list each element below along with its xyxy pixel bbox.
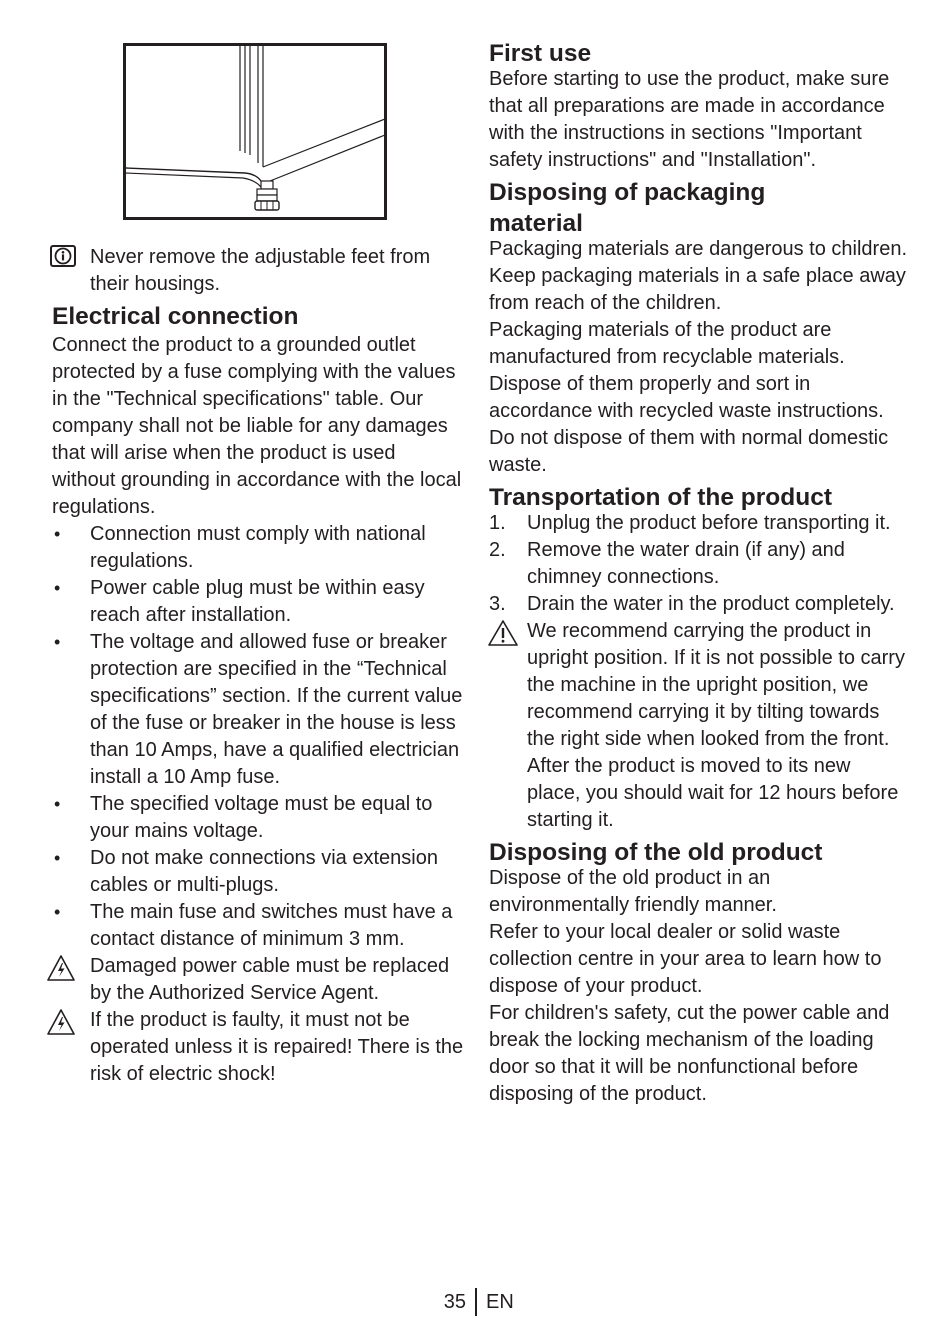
transport-step: 3. Drain the water in the product completely. bbox=[489, 593, 895, 615]
electrical-connection-intro: Connect the product to a grounded outlet protected by a fuse complying with the values in the "Technical specifications" table. Our company shall not be liable for any damages that will arise when the product is used without grounding in accordance with the local regulations. bbox=[52, 334, 462, 518]
electric-warning-icon bbox=[46, 1008, 76, 1036]
old-product-text-3: For children's safety, cut the power cable and break the locking mechanism of the loading door so that it will be nonfunctional before disposing of the product. bbox=[489, 1002, 890, 1105]
bullet-item: • The voltage and allowed fuse or breaker protection are specified in the “Technical specifications” section. If the current value of the fuse or breaker in the house is less than 10 Amps, have a qualified electrician install a 10 Amp fuse. bbox=[54, 631, 463, 788]
right-column bbox=[489, 38, 909, 1108]
bullet-item: • The specified voltage must be equal to your mains voltage. bbox=[54, 793, 433, 842]
first-use-text: Before starting to use the product, make sure that all preparations are made in accordance with the instructions in sections "Important safety instructions" and "Installation". bbox=[489, 68, 890, 171]
transport-warning: We recommend carrying the product in upright position. If it is not possible to carry the machine in the upright position, we recommend carrying it by tilting towards the right side when looked from the front. After the product is moved to its new place, you should wait for 12 hours before starting it. bbox=[489, 618, 909, 834]
info-icon bbox=[50, 245, 76, 267]
page-footer bbox=[0, 1288, 950, 1316]
old-product-heading: Disposing of the old product bbox=[489, 839, 823, 866]
transport-step: 2. Remove the water drain (if any) and chimney connections. bbox=[489, 539, 845, 588]
info-note bbox=[52, 244, 464, 298]
bullet-item: • The main fuse and switches must have a contact distance of minimum 3 mm. bbox=[54, 901, 453, 950]
bullet-item: • Connection must comply with national regulations. bbox=[54, 523, 426, 572]
packaging-text-2: Packaging materials of the product are manufactured from recyclable materials. Dispose of them properly and sort in accordance with recycled waste instructions. Do not dispose of them with normal domestic waste. bbox=[489, 319, 889, 476]
electric-warning: If the product is faulty, it must not be operated unless it is repaired! There is the risk of electric shock! bbox=[52, 1007, 464, 1088]
language-code: EN bbox=[486, 1291, 514, 1313]
page-number: 35 bbox=[443, 1291, 466, 1313]
electrical-connection-heading: Electrical connection bbox=[52, 303, 299, 330]
warning-icon bbox=[487, 619, 519, 647]
old-product-text-1: Dispose of the old product in an environmentally friendly manner. bbox=[489, 867, 777, 916]
packaging-heading: Disposing of packaging material bbox=[489, 179, 766, 237]
left-column bbox=[52, 244, 464, 1088]
bullet-item: • Power cable plug must be within easy reach after installation. bbox=[54, 577, 425, 626]
old-product-text-2: Refer to your local dealer or solid waste collection centre in your area to learn how to dispose of your product. bbox=[489, 921, 882, 997]
electric-warning: Damaged power cable must be replaced by the Authorized Service Agent. bbox=[52, 953, 464, 1007]
bullet-item: • Do not make connections via extension cables or multi-plugs. bbox=[54, 847, 438, 896]
info-note-text: Never remove the adjustable feet from their housings. bbox=[90, 246, 431, 295]
packaging-text-1: Packaging materials are dangerous to children. Keep packaging materials in a safe place away from reach of the children. bbox=[489, 238, 908, 314]
transportation-heading: Transportation of the product bbox=[489, 484, 832, 511]
electric-warning-icon bbox=[46, 954, 76, 982]
footer-separator bbox=[475, 1288, 477, 1316]
transport-step: 1. Unplug the product before transporting it. bbox=[489, 512, 891, 534]
adjustable-foot-illustration bbox=[123, 43, 387, 220]
first-use-heading: First use bbox=[489, 40, 592, 67]
